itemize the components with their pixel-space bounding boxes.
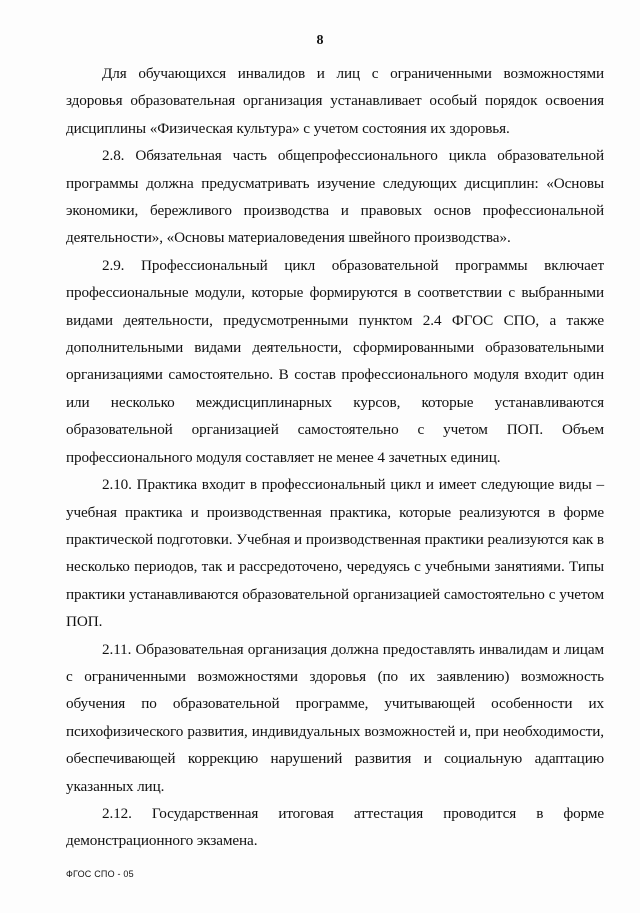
document-footer-code: ФГОС СПО - 05 bbox=[66, 869, 134, 879]
paragraph-2-8: 2.8. Обязательная часть общепрофессионального цикла образовательной программы должна предусматривать изучение следующих дисциплин: «Основы экономики, бережливого производства и правовых основ профессиональной деятельности», «Основы материаловедения швейного производства». bbox=[66, 147, 604, 247]
paragraph-2-9: 2.9. Профессиональный цикл образовательной программы включает профессиональные модули, которые формируются в соответствии с выбранными видами деятельности, предусмотренными пунктом 2.4 ФГОС СПО, а также дополнительными видами деятельности, сформированными образовательными организациями самостоятельно. В состав профессионального модуля входит один или несколько междисциплинарных курсов, которые устанавливаются образовательной организацией самостоятельно с учетом ПОП. Объем профессионального модуля составляет не менее 4 зачетных единиц. bbox=[66, 256, 604, 466]
paragraph-2-10: 2.10. Практика входит в профессиональный цикл и имеет следующие виды – учебная практика и производственная практика, которые реализуются в форме практической подготовки. Учебная и производственная практики реализуются как в несколько периодов, так и рассредоточено, чередуясь с учебными занятиями. Типы практики устанавливаются образовательной организацией самостоятельно с учетом ПОП. bbox=[66, 476, 604, 631]
paragraph-2-11: 2.11. Образовательная организация должна предоставлять инвалидам и лицам с ограниченными возможностями здоровья (по их заявлению) возможность обучения по образовательной программе, учитывающей особенности их психофизического развития, индивидуальных возможностей и, при необходимости, обеспечивающей коррекцию нарушений развития и социальную адаптацию указанных лиц. bbox=[66, 640, 604, 795]
paragraph-disabled-students-physical-culture: Для обучающихся инвалидов и лиц с ограниченными возможностями здоровья образовательная организация устанавливает особый порядок освоения дисциплины «Физическая культура» с учетом состояния их здоровья. bbox=[66, 65, 604, 137]
document-body bbox=[66, 60, 604, 855]
paragraph-2-12: 2.12. Государственная итоговая аттестация проводится в форме демонстрационного экзамена. bbox=[66, 804, 604, 850]
page-number: 8 bbox=[316, 33, 324, 48]
